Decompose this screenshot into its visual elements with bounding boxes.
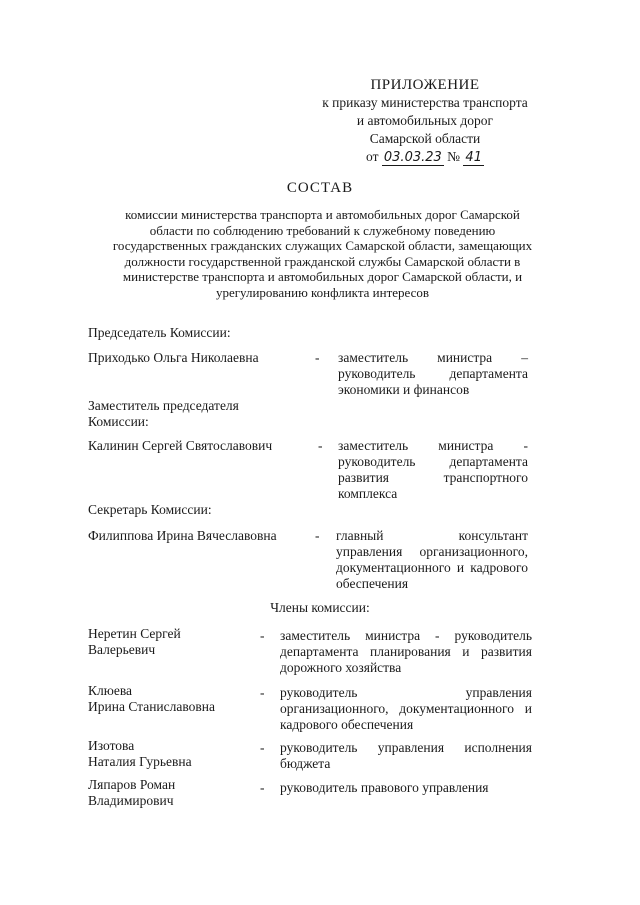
intro-line: министерстве транспорта и автомобильных дорог Самарской области, и <box>122 269 523 284</box>
member-name-line: Клюева <box>88 683 133 698</box>
date-prefix: от <box>366 149 379 164</box>
appendix-date-line <box>300 148 550 167</box>
handwritten-number: 41 <box>465 150 482 165</box>
member-name-line: Владимирович <box>88 793 174 808</box>
intro-line: государственных гражданских служащих Самарской области, замещающих <box>112 238 533 253</box>
member-name-line: Ирина Станиславовна <box>88 699 215 714</box>
appendix-heading: ПРИЛОЖЕНИЕ <box>370 77 480 93</box>
member-role <box>280 740 532 772</box>
member-role <box>280 628 532 676</box>
member-name-line: Наталия Гурьевна <box>88 754 192 769</box>
member-name <box>88 683 215 715</box>
member-dash: - <box>260 628 265 643</box>
intro-line: урегулированию конфликта интересов <box>215 284 430 300</box>
member-role <box>280 780 532 796</box>
intro-line: области по соблюдению требований к служебному поведению <box>149 222 496 238</box>
intro-line: должности государственной гражданской службы Самарской области в <box>124 253 521 269</box>
role-line: развития транспортного <box>338 470 528 485</box>
number-prefix: № <box>447 149 461 164</box>
role-line: департамента планирования и развития <box>280 644 532 659</box>
appendix-line-2: и автомобильных дорог <box>356 113 494 128</box>
members-heading: Члены комиссии: <box>270 600 370 615</box>
deputy-label-line: Заместитель председателя <box>88 398 239 413</box>
role-line: организационного, документационного и <box>280 701 532 716</box>
role-line: управления организационного, <box>336 544 528 559</box>
intro-text <box>95 207 550 300</box>
appendix-line-3: Самарской области <box>369 131 481 146</box>
chair-label: Председатель Комиссии: <box>88 325 231 340</box>
role-line: дорожного хозяйства <box>280 660 402 675</box>
role-line: руководитель правового управления <box>280 780 489 795</box>
deputy-label <box>88 398 239 430</box>
chair-name: Приходько Ольга Николаевна <box>88 350 259 365</box>
member-name-line: Валерьевич <box>88 642 156 657</box>
role-line: документационного и кадрового <box>336 560 528 575</box>
role-line: заместитель министра – <box>338 350 528 365</box>
role-line: руководитель департамента <box>338 366 528 381</box>
deputy-label-line: Комиссии: <box>88 414 149 429</box>
role-line: главный консультант <box>336 528 528 543</box>
member-name-line: Неретин Сергей <box>88 626 181 641</box>
member-dash: - <box>260 780 265 795</box>
member-dash: - <box>260 740 265 755</box>
role-line: заместитель министра - <box>338 438 528 453</box>
chair-dash: - <box>315 350 320 365</box>
role-line: комплекса <box>338 486 398 501</box>
member-name <box>88 777 175 809</box>
intro-line: комиссии министерства транспорта и автомобильных дорог Самарской <box>125 207 520 222</box>
role-line: заместитель министра - руководитель <box>280 628 532 643</box>
secretary-role <box>336 528 528 592</box>
deputy-dash: - <box>318 438 323 453</box>
member-dash: - <box>260 685 265 700</box>
role-line: руководитель управления <box>280 685 532 700</box>
deputy-name: Калинин Сергей Святославович <box>88 438 273 453</box>
role-line: кадрового обеспечения <box>280 717 414 732</box>
role-line: бюджета <box>280 756 331 771</box>
appendix-line-1: к приказу министерства транспорта <box>322 95 528 110</box>
member-name <box>88 626 181 658</box>
role-line: руководитель управления исполнения <box>280 740 532 755</box>
member-name <box>88 738 192 770</box>
role-line: экономики и финансов <box>338 382 470 397</box>
document-title: СОСТАВ <box>286 180 354 196</box>
handwritten-date: 03.03.23 <box>383 150 442 165</box>
secretary-dash: - <box>315 528 320 543</box>
member-role <box>280 685 532 733</box>
role-line: обеспечения <box>336 576 409 591</box>
role-line: руководитель департамента <box>338 454 528 469</box>
secretary-name: Филиппова Ирина Вячеславовна <box>88 528 277 543</box>
chair-role <box>338 350 528 398</box>
member-name-line: Ляпаров Роман <box>88 777 176 792</box>
member-name-line: Изотова <box>88 738 135 753</box>
deputy-role <box>338 438 528 502</box>
appendix-block <box>300 76 550 167</box>
secretary-label: Секретарь Комиссии: <box>88 502 212 517</box>
